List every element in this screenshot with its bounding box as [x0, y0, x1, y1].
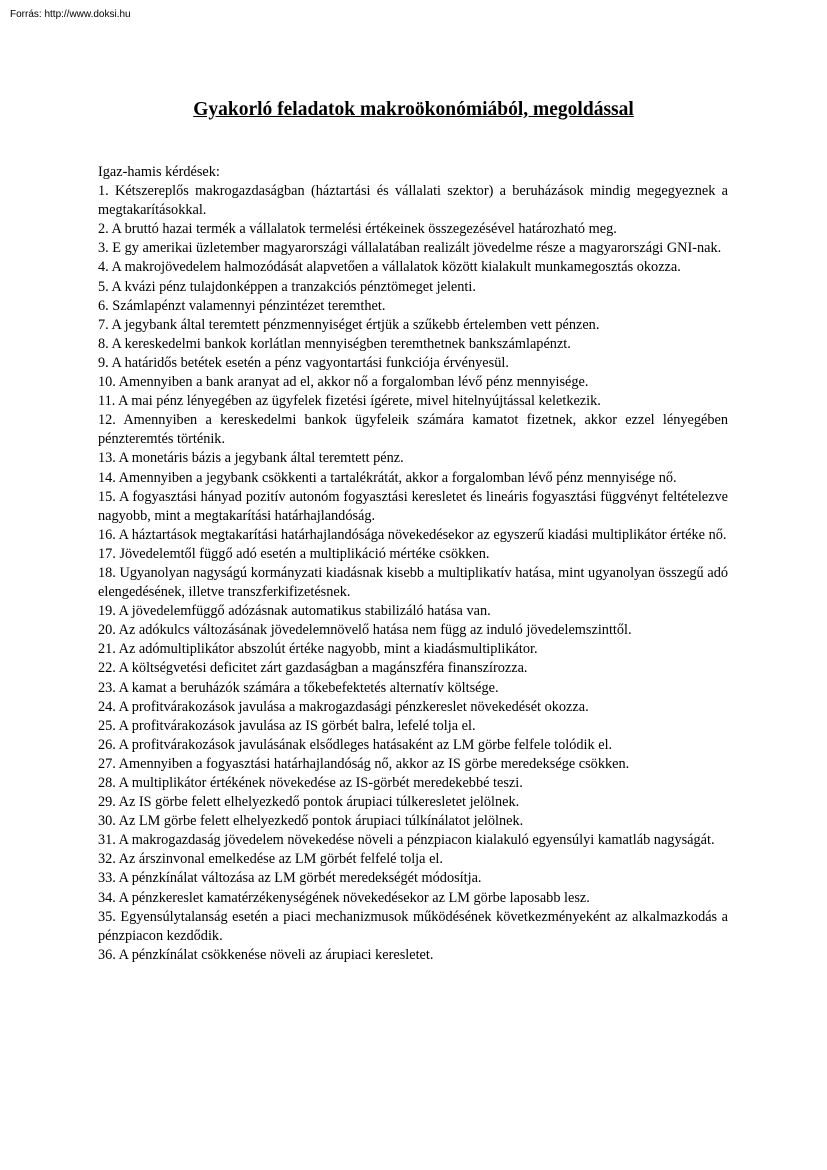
question-item: 2. A bruttó hazai termék a vállalatok termelési értékeinek összegezésével határozható meg.	[98, 221, 617, 238]
question-item: 4. A makrojövedelem halmozódását alapvetően a vállalatok között kialakult munkamegosztás okozza.	[98, 259, 681, 276]
question-item: 9. A határidős betétek esetén a pénz vagyontartási funkciója érvényesül.	[98, 354, 509, 371]
question-item: 25. A profitvárakozások javulása az IS görbét balra, lefelé tolja el.	[98, 717, 476, 734]
question-item: 5. A kvázi pénz tulajdonképpen a tranzakciós pénztömeget jelenti.	[98, 278, 476, 295]
question-item: 19. A jövedelemfüggő adózásnak automatikus stabilizáló hatása van.	[98, 603, 491, 620]
question-item: 17. Jövedelemtől függő adó esetén a multiplikáció mértéke csökken.	[98, 545, 490, 562]
question-item: 22. A költségvetési deficitet zárt gazdaságban a magánszféra finanszírozza.	[98, 660, 528, 677]
document-body	[98, 163, 728, 965]
question-item: 18. Ugyanolyan nagyságú kormányzati kiadásnak kisebb a multiplikatív hatása, mint ugyanolyan összegű adó elengedésének, illetve transzferkifizetésnek.	[98, 564, 728, 601]
question-item: 23. A kamat a beruházók számára a tőkebefektetés alternatív költsége.	[98, 679, 499, 696]
question-item: 7. A jegybank által teremtett pénzmennyiséget értjük a szűkebb értelemben vett pénzen.	[98, 316, 600, 333]
question-item: 32. Az árszinvonal emelkedése az LM görbét felfelé tolja el.	[98, 851, 443, 868]
question-item: 12. Amennyiben a kereskedelmi bankok ügyfeleik számára kamatot fizetnek, akkor ezzel lényegében pénzteremtés történik.	[98, 412, 728, 448]
question-list	[98, 182, 728, 965]
question-item: 11. A mai pénz lényegében az ügyfelek fizetési ígérete, mivel hitelnyújtással keletkezik.	[98, 393, 601, 410]
question-item: 20. Az adókulcs változásának jövedelemnövelő hatása nem függ az induló jövedelemszinttől.	[98, 622, 632, 639]
question-item: 8. A kereskedelmi bankok korlátlan mennyiségben teremthetnek bankszámlapénzt.	[98, 335, 571, 352]
question-item: 27. Amennyiben a fogyasztási határhajlandóság nő, akkor az IS görbe meredeksége csökken.	[98, 755, 630, 772]
question-item: 30. Az LM görbe felett elhelyezkedő pontok árupiaci túlkínálatot jelölnek.	[98, 813, 524, 830]
question-item: 36. A pénzkínálat csökkenése növeli az árupiaci keresletet.	[98, 946, 434, 963]
question-item: 15. A fogyasztási hányad pozitív autonóm fogyasztási keresletet és lineáris fogyasztási függvényt feltételezve nagyobb, mint a megtakarítási határhajlandóság.	[98, 488, 728, 524]
question-item: 29. Az IS görbe felett elhelyezkedő pontok árupiaci túlkeresletet jelölnek.	[98, 794, 520, 811]
question-item: 13. A monetáris bázis a jegybank által teremtett pénz.	[98, 450, 404, 467]
question-item: 35. Egyensúlytalanság esetén a piaci mechanizmusok működésének következményeként az alkalmazkodás a pénzpiacon kezdődik.	[98, 908, 728, 944]
question-item: 6. Számlapénzt valamennyi pénzintézet teremthet.	[98, 297, 386, 314]
question-item: 26. A profitvárakozások javulásának elsődleges hatásaként az LM görbe felfele tolódik el.	[98, 736, 613, 753]
question-item: 21. Az adómultiplikátor abszolút értéke nagyobb, mint a kiadásmultiplikátor.	[98, 641, 538, 658]
page-title: Gyakorló feladatok makroökonómiából, megoldással	[193, 99, 634, 120]
question-item: 31. A makrogazdaság jövedelem növekedése növeli a pénzpiacon kialakuló egyensúlyi kamatláb nagyságát.	[98, 832, 715, 849]
question-item: 3. E gy amerikai üzletember magyarországi vállalatában realizált jövedelme része a magyarországi GNI-nak.	[98, 240, 722, 257]
question-item: 28. A multiplikátor értékének növekedése az IS-görbét meredekebbé teszi.	[98, 775, 523, 791]
question-item: 10. Amennyiben a bank aranyat ad el, akkor nő a forgalomban lévő pénz mennyisége.	[98, 374, 589, 391]
source-label: Forrás: http://www.doksi.hu	[10, 9, 131, 20]
section-heading: Igaz-hamis kérdések:	[98, 164, 220, 180]
question-item: 24. A profitvárakozások javulása a makrogazdasági pénzkereslet növekedését okozza.	[98, 698, 589, 715]
question-item: 1. Kétszereplős makrogazdaságban (háztartási és vállalati szektor) a beruházások mindig megegyeznek a megtakarításokkal.	[98, 183, 728, 219]
question-item: 16. A háztartások megtakarítási határhajlandósága növekedésekor az egyszerű kiadási multiplikátor értéke nő.	[98, 526, 727, 543]
question-item: 33. A pénzkínálat változása az LM görbét meredekségét módosítja.	[98, 870, 482, 887]
question-item: 34. A pénzkereslet kamatérzékenységének növekedésekor az LM görbe laposabb lesz.	[98, 889, 590, 906]
question-item: 14. Amennyiben a jegybank csökkenti a tartalékrátát, akkor a forgalomban lévő pénz mennyisége nő.	[98, 469, 677, 486]
